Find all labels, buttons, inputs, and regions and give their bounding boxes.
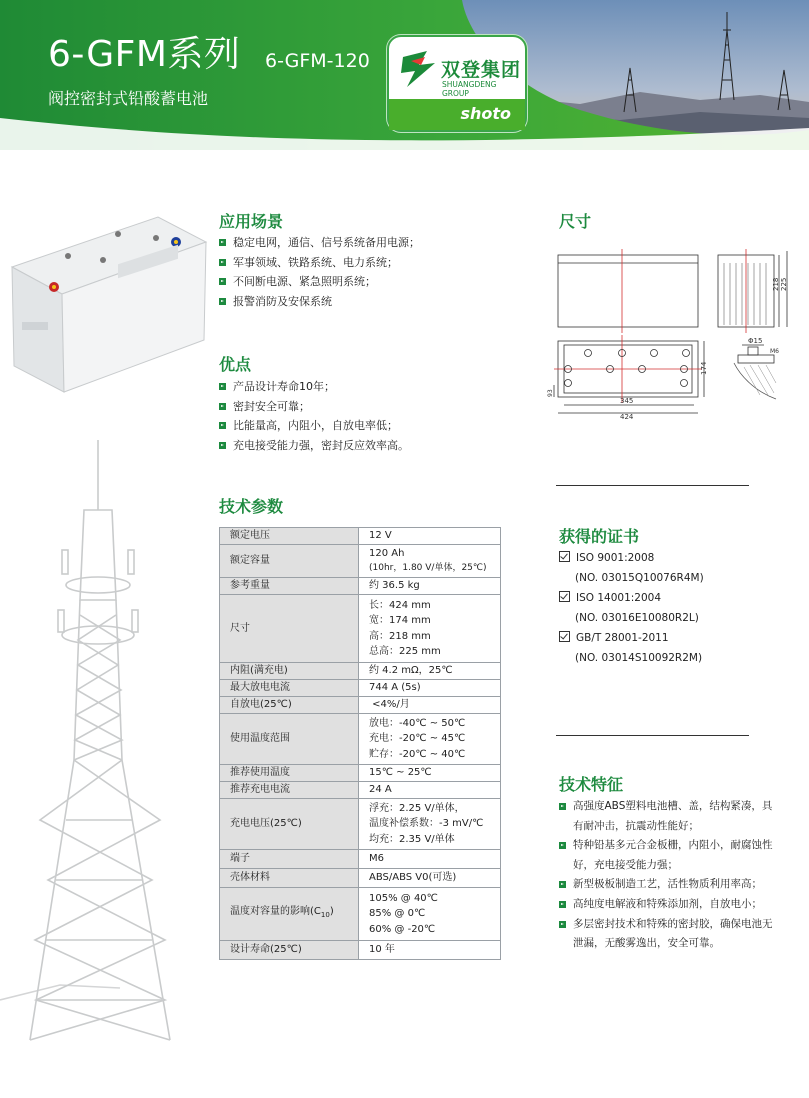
table-row — [220, 697, 501, 714]
spec-value — [359, 528, 501, 545]
spec-value-line: 温度补偿系数：-3 mV/℃ — [369, 818, 484, 830]
list-item: 高强度ABS塑料电池槽、盖，结构紧凑，具有耐冲击，抗震动性能好； — [559, 797, 779, 836]
spec-value — [359, 869, 501, 888]
company-logo — [387, 35, 527, 132]
table-row — [220, 714, 501, 765]
spec-key — [220, 888, 359, 941]
spec-value-line: 744 A (5s) — [369, 682, 421, 694]
dim-label-left: 93 — [547, 389, 554, 397]
spec-key: 使用温度范围 — [220, 714, 359, 765]
table-row — [220, 888, 501, 941]
dimensions-title: 尺寸 — [559, 212, 592, 231]
table-row — [220, 850, 501, 869]
spec-value-line: 高：218 mm — [369, 630, 431, 642]
table-row — [220, 578, 501, 595]
spec-value-line: 15℃ ~ 25℃ — [369, 767, 432, 779]
spec-key: 最大放电电流 — [220, 680, 359, 697]
spec-value-line: 约 4.2 mΩ，25℃ — [369, 665, 453, 677]
spec-value-line: 105% @ 40℃ — [369, 893, 438, 905]
spec-value-line: M6 — [369, 853, 384, 865]
checkbox-icon — [559, 631, 570, 642]
logo-brand-band — [389, 99, 525, 130]
spec-key-text: 温度对容量的影响(C — [230, 906, 321, 918]
certificate-number: (NO. 03016E10080R2L) — [575, 612, 699, 624]
list-item: 充电接受能力强，密封反应效率高。 — [219, 436, 409, 456]
list-item — [559, 588, 704, 608]
logo-mark-icon — [397, 47, 441, 91]
spec-value-line: 总高：225 mm — [369, 645, 441, 657]
spec-table — [219, 527, 501, 960]
features-title: 技术特征 — [559, 775, 624, 794]
list-item: 产品设计寿命10年； — [219, 377, 409, 397]
advantages-title: 优点 — [219, 355, 252, 374]
spec-value — [359, 578, 501, 595]
spec-value-line: 宽：174 mm — [369, 615, 431, 627]
dimension-drawing — [547, 245, 794, 425]
spec-key: 额定容量 — [220, 545, 359, 578]
certificate-number: (NO. 03015Q10076R4M) — [575, 572, 704, 584]
list-item — [559, 548, 704, 568]
list-item: 不间断电源、紧急照明系统； — [219, 272, 420, 292]
battery-product-image — [8, 212, 208, 397]
spec-key: 设计寿命(25℃) — [220, 941, 359, 960]
spec-value — [359, 941, 501, 960]
spec-value-line: <4%/月 — [369, 699, 410, 711]
table-row — [220, 545, 501, 578]
table-row — [220, 595, 501, 663]
spec-value-line: 120 Ah — [369, 547, 405, 559]
spec-value — [359, 782, 501, 799]
table-row — [220, 680, 501, 697]
list-item — [559, 628, 704, 648]
spec-key-subscript: 10 — [320, 911, 330, 920]
spec-key: 壳体材料 — [220, 869, 359, 888]
spec-value-line: ABS/ABS V0(可选) — [369, 872, 457, 884]
table-row — [220, 799, 501, 850]
certificate-name: ISO 14001:2004 — [576, 592, 662, 604]
telecom-tower-illustration — [0, 440, 240, 1040]
list-item: 多层密封技术和特殊的密封胶，确保电池无泄漏，无酸雾逸出，安全可靠。 — [559, 915, 779, 954]
table-row — [220, 528, 501, 545]
spec-key-text-end: ) — [329, 906, 334, 918]
spec-value — [359, 663, 501, 680]
spec-key: 额定电压 — [220, 528, 359, 545]
spec-value-line: 贮存：-20℃ ~ 40℃ — [369, 748, 466, 760]
spec-value-line: 12 V — [369, 530, 392, 542]
applications-title: 应用场景 — [219, 212, 284, 231]
logo-name-en: SHUANGDENG GROUP — [442, 80, 497, 98]
dim-label-h1: 218 — [772, 277, 780, 291]
table-row — [220, 941, 501, 960]
list-item: 军事领域、铁路系统、电力系统； — [219, 253, 420, 273]
list-item: 新型极板制造工艺，活性物质利用率高； — [559, 875, 779, 895]
spec-key: 参考重量 — [220, 578, 359, 595]
divider — [556, 735, 749, 736]
spec-value-line: 放电：-40℃ ~ 50℃ — [369, 718, 466, 730]
logo-name-cn: 双登集团 — [441, 59, 522, 81]
series-title: 6-GFM系列 — [48, 34, 241, 75]
dim-label-width: 174 — [700, 361, 708, 375]
certificate-list — [559, 548, 704, 668]
advantages-list — [219, 377, 409, 455]
applications-list — [219, 233, 420, 311]
dim-label-inner-length: 345 — [620, 397, 634, 405]
spec-value — [359, 680, 501, 697]
divider — [556, 485, 749, 486]
spec-key: 推荐充电电流 — [220, 782, 359, 799]
dim-label-h2: 225 — [780, 277, 788, 291]
list-item: 比能量高，内阻小，自放电率低； — [219, 416, 409, 436]
spec-value-line: 长：424 mm — [369, 600, 431, 612]
dim-label-outer-length: 424 — [620, 413, 634, 421]
checkbox-icon — [559, 551, 570, 562]
spec-value-line: 10 年 — [369, 944, 395, 956]
table-row — [220, 869, 501, 888]
spec-value — [359, 850, 501, 869]
spec-value — [359, 697, 501, 714]
header-banner — [0, 0, 809, 150]
features-list — [559, 797, 779, 954]
spec-key: 充电电压(25℃) — [220, 799, 359, 850]
logo-brand: shoto — [460, 104, 511, 123]
spec-value — [359, 888, 501, 941]
spec-key: 推荐使用温度 — [220, 765, 359, 782]
dim-label-thread: M6 — [770, 348, 779, 355]
spec-value — [359, 799, 501, 850]
list-item: 特种铅基多元合金板栅，内阻小，耐腐蚀性好，充电接受能力强； — [559, 836, 779, 875]
spec-value-line: 均充：2.35 V/单体 — [369, 833, 455, 845]
spec-key: 自放电(25℃) — [220, 697, 359, 714]
spec-value — [359, 595, 501, 663]
list-item: 高纯度电解液和特殊添加剂，自放电小； — [559, 895, 779, 915]
list-item: 稳定电网，通信、信号系统备用电源； — [219, 233, 420, 253]
spec-value-line: 85% @ 0℃ — [369, 908, 426, 920]
certificate-name: ISO 9001:2008 — [576, 552, 655, 564]
spec-value — [359, 714, 501, 765]
spec-key: 端子 — [220, 850, 359, 869]
spec-value — [359, 765, 501, 782]
table-row — [220, 765, 501, 782]
spec-key: 内阻(满充电) — [220, 663, 359, 680]
spec-key: 尺寸 — [220, 595, 359, 663]
table-row — [220, 663, 501, 680]
spec-value-line: 充电：-20℃ ~ 45℃ — [369, 733, 466, 745]
spec-value-line: 24 A — [369, 784, 392, 796]
certificate-name: GB/T 28001-2011 — [576, 632, 669, 644]
spec-value-line: 浮充：2.25 V/单体， — [369, 803, 465, 815]
spec-value-line: (10hr，1.80 V/单体，25℃) — [369, 563, 487, 573]
spec-value — [359, 545, 501, 578]
spec-value-line: 约 36.5 kg — [369, 580, 420, 592]
list-item: 报警消防及安保系统 — [219, 292, 420, 312]
certificates-title: 获得的证书 — [559, 527, 640, 546]
specs-title: 技术参数 — [219, 497, 284, 516]
list-item: 密封安全可靠； — [219, 397, 409, 417]
checkbox-icon — [559, 591, 570, 602]
spec-value-line: 60% @ -20℃ — [369, 923, 436, 935]
model-number: 6-GFM-120 — [265, 50, 370, 72]
table-row — [220, 782, 501, 799]
series-subtitle: 阀控密封式铅酸蓄电池 — [48, 89, 209, 108]
certificate-number: (NO. 03014S10092R2M) — [575, 652, 703, 664]
dim-label-diameter: Φ15 — [748, 337, 763, 345]
